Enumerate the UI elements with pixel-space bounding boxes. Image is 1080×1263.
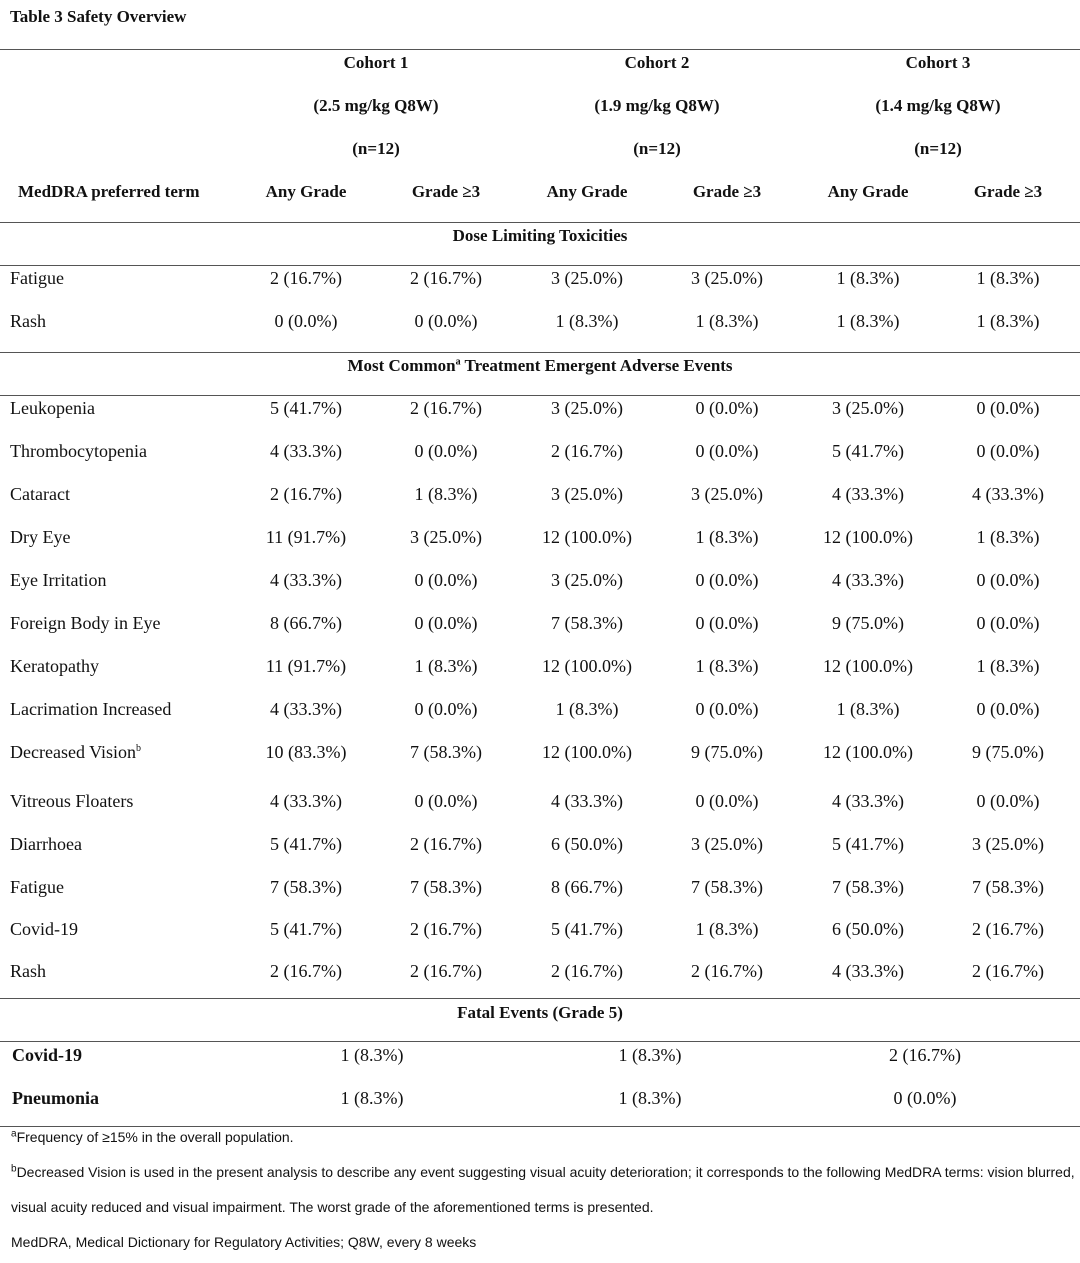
table-cell: 8 (66.7%) bbox=[270, 613, 342, 633]
table-cell: 4 (33.3%) bbox=[832, 570, 904, 590]
table-cell: 2 (16.7%) bbox=[410, 268, 482, 288]
row-term: Rash bbox=[10, 311, 46, 331]
table-cell: 0 (0.0%) bbox=[695, 613, 759, 633]
column-header-term: MedDRA preferred term bbox=[18, 182, 200, 201]
footnote-b-text: Decreased Vision is used in the present analysis to describe any event suggesting visual acuity deterioration; it corresponds to the following MedDRA terms: vision blurred, bbox=[16, 1164, 1075, 1180]
table-cell: 0 (0.0%) bbox=[695, 699, 759, 719]
section-title-teae bbox=[347, 356, 732, 376]
rule-after-teae-title bbox=[0, 395, 1080, 396]
table-cell: 3 (25.0%) bbox=[832, 398, 904, 418]
table-cell: 9 (75.0%) bbox=[691, 742, 763, 762]
table-cell: 5 (41.7%) bbox=[832, 834, 904, 854]
table-cell: 12 (100.0%) bbox=[823, 656, 913, 676]
section-title-teae-pre: Most Common bbox=[347, 356, 456, 375]
table-cell: 3 (25.0%) bbox=[691, 834, 763, 854]
table-cell: 12 (100.0%) bbox=[542, 742, 632, 762]
table-cell: 1 (8.3%) bbox=[976, 311, 1040, 331]
table-cell: 1 (8.3%) bbox=[414, 656, 478, 676]
rule-bottom bbox=[0, 1126, 1080, 1127]
table-cell: 1 (8.3%) bbox=[618, 1045, 682, 1065]
table-cell: 1 (8.3%) bbox=[976, 268, 1040, 288]
row-term: Fatigue bbox=[10, 877, 64, 897]
row-term: Covid-19 bbox=[10, 919, 79, 939]
table-cell: 4 (33.3%) bbox=[832, 791, 904, 811]
table-cell: 7 (58.3%) bbox=[972, 877, 1044, 897]
row-term: Fatigue bbox=[10, 268, 64, 288]
column-header-any-grade: Any Grade bbox=[827, 182, 909, 201]
table-cell: 4 (33.3%) bbox=[832, 484, 904, 504]
table-cell: 2 (16.7%) bbox=[410, 834, 482, 854]
column-header-grade3: Grade ≥3 bbox=[411, 182, 481, 201]
cohort-3-dose: (1.4 mg/kg Q8W) bbox=[875, 96, 1001, 115]
row-term: Cataract bbox=[10, 484, 70, 504]
cohort-3-n: (n=12) bbox=[914, 139, 962, 158]
footnote-b-line1 bbox=[11, 1164, 1075, 1180]
column-header-grade3: Grade ≥3 bbox=[692, 182, 762, 201]
table-cell: 0 (0.0%) bbox=[695, 791, 759, 811]
footnote-a bbox=[11, 1129, 294, 1145]
footnote-a-marker: a bbox=[11, 1128, 17, 1140]
cohort-1-name: Cohort 1 bbox=[343, 53, 409, 72]
table-cell: 8 (66.7%) bbox=[551, 877, 623, 897]
table-cell: 0 (0.0%) bbox=[274, 311, 338, 331]
table-cell: 1 (8.3%) bbox=[695, 656, 759, 676]
table-cell: 5 (41.7%) bbox=[832, 441, 904, 461]
table-cell: 7 (58.3%) bbox=[832, 877, 904, 897]
table-cell: 0 (0.0%) bbox=[695, 398, 759, 418]
row-term: Keratopathy bbox=[10, 656, 99, 676]
table-cell: 1 (8.3%) bbox=[618, 1088, 682, 1108]
table-cell: 11 (91.7%) bbox=[265, 656, 347, 676]
table-cell: 5 (41.7%) bbox=[270, 398, 342, 418]
section-title-dlt: Dose Limiting Toxicities bbox=[452, 226, 628, 245]
footnote-marker-a: a bbox=[455, 356, 461, 368]
table-cell: 4 (33.3%) bbox=[270, 699, 342, 719]
table-cell: 1 (8.3%) bbox=[414, 484, 478, 504]
table-cell: 12 (100.0%) bbox=[542, 527, 632, 547]
cohort-3-name: Cohort 3 bbox=[905, 53, 971, 72]
table-cell: 2 (16.7%) bbox=[270, 268, 342, 288]
table-cell: 0 (0.0%) bbox=[414, 791, 478, 811]
cohort-1-n: (n=12) bbox=[352, 139, 400, 158]
table-cell: 0 (0.0%) bbox=[976, 791, 1040, 811]
table-cell: 0 (0.0%) bbox=[976, 613, 1040, 633]
table-cell: 2 (16.7%) bbox=[410, 919, 482, 939]
table-title: Table 3 Safety Overview bbox=[10, 7, 187, 26]
row-term: Thrombocytopenia bbox=[10, 441, 147, 461]
footnote-b-marker: b bbox=[11, 1163, 17, 1175]
table-cell: 3 (25.0%) bbox=[410, 527, 482, 547]
table-cell: 12 (100.0%) bbox=[542, 656, 632, 676]
table-cell: 1 (8.3%) bbox=[695, 919, 759, 939]
table-cell: 7 (58.3%) bbox=[691, 877, 763, 897]
table-cell: 0 (0.0%) bbox=[414, 570, 478, 590]
table-cell: 2 (16.7%) bbox=[889, 1045, 961, 1065]
footnote-b-line2: visual acuity reduced and visual impairment. The worst grade of the aforementioned terms is presented. bbox=[11, 1199, 654, 1215]
row-term: Decreased Vision$^b$ bbox=[10, 742, 142, 762]
cohort-2-dose: (1.9 mg/kg Q8W) bbox=[594, 96, 720, 115]
row-term: Diarrhoea bbox=[10, 834, 82, 854]
rule-after-header bbox=[0, 222, 1080, 223]
table-cell: 7 (58.3%) bbox=[410, 742, 482, 762]
table-cell: 1 (8.3%) bbox=[340, 1045, 404, 1065]
cohort-1-dose: (2.5 mg/kg Q8W) bbox=[313, 96, 439, 115]
table-cell: 2 (16.7%) bbox=[691, 961, 763, 981]
table-cell: 5 (41.7%) bbox=[551, 919, 623, 939]
section-title-teae-post: Treatment Emergent Adverse Events bbox=[460, 356, 733, 375]
table-cell: 0 (0.0%) bbox=[976, 398, 1040, 418]
footnote-marker-b: b bbox=[136, 743, 142, 754]
row-term: Vitreous Floaters bbox=[10, 791, 134, 811]
table-cell: 3 (25.0%) bbox=[691, 484, 763, 504]
table-cell: 3 (25.0%) bbox=[551, 398, 623, 418]
rule-after-dlt-title bbox=[0, 265, 1080, 266]
table-cell: 3 (25.0%) bbox=[551, 268, 623, 288]
table-cell: 2 (16.7%) bbox=[270, 484, 342, 504]
cohort-2-name: Cohort 2 bbox=[624, 53, 690, 72]
table-cell: 0 (0.0%) bbox=[414, 699, 478, 719]
table-cell: 0 (0.0%) bbox=[976, 699, 1040, 719]
table-cell: 0 (0.0%) bbox=[893, 1088, 957, 1108]
table-cell: 6 (50.0%) bbox=[551, 834, 623, 854]
table-cell: 0 (0.0%) bbox=[976, 570, 1040, 590]
rule-before-fatal bbox=[0, 998, 1080, 999]
table-cell: 3 (25.0%) bbox=[551, 570, 623, 590]
table-cell: 3 (25.0%) bbox=[551, 484, 623, 504]
table-cell: 3 (25.0%) bbox=[972, 834, 1044, 854]
table-cell: 12 (100.0%) bbox=[823, 527, 913, 547]
table-cell: 0 (0.0%) bbox=[414, 311, 478, 331]
table-cell: 9 (75.0%) bbox=[832, 613, 904, 633]
table-cell: 1 (8.3%) bbox=[695, 527, 759, 547]
table-cell: 1 (8.3%) bbox=[555, 311, 619, 331]
table-cell: 7 (58.3%) bbox=[410, 877, 482, 897]
footnote-abbreviations: MedDRA, Medical Dictionary for Regulatory Activities; Q8W, every 8 weeks bbox=[11, 1234, 477, 1250]
table-cell: 2 (16.7%) bbox=[410, 398, 482, 418]
table-cell: 1 (8.3%) bbox=[976, 656, 1040, 676]
table-cell: 4 (33.3%) bbox=[551, 791, 623, 811]
table-cell: 2 (16.7%) bbox=[410, 961, 482, 981]
table-cell: 6 (50.0%) bbox=[832, 919, 904, 939]
table-cell: 5 (41.7%) bbox=[270, 919, 342, 939]
row-term: Pneumonia bbox=[12, 1088, 100, 1108]
table-cell: 0 (0.0%) bbox=[695, 570, 759, 590]
table-cell: 2 (16.7%) bbox=[270, 961, 342, 981]
table-cell: 4 (33.3%) bbox=[270, 791, 342, 811]
table-cell: 3 (25.0%) bbox=[691, 268, 763, 288]
table-cell: 4 (33.3%) bbox=[270, 441, 342, 461]
row-term: Foreign Body in Eye bbox=[10, 613, 161, 633]
table-cell: 1 (8.3%) bbox=[836, 699, 900, 719]
table-cell: 4 (33.3%) bbox=[270, 570, 342, 590]
row-term: Covid-19 bbox=[12, 1045, 83, 1065]
row-term: Dry Eye bbox=[10, 527, 71, 547]
table-cell: 5 (41.7%) bbox=[270, 834, 342, 854]
column-header-any-grade: Any Grade bbox=[546, 182, 628, 201]
row-term: Leukopenia bbox=[10, 398, 95, 418]
table-cell: 9 (75.0%) bbox=[972, 742, 1044, 762]
table-cell: 2 (16.7%) bbox=[551, 961, 623, 981]
table-cell: 7 (58.3%) bbox=[551, 613, 623, 633]
table-cell: 4 (33.3%) bbox=[832, 961, 904, 981]
table-cell: 11 (91.7%) bbox=[265, 527, 347, 547]
row-term: Lacrimation Increased bbox=[10, 699, 172, 719]
table-cell: 7 (58.3%) bbox=[270, 877, 342, 897]
table-cell: 4 (33.3%) bbox=[972, 484, 1044, 504]
table-cell: 0 (0.0%) bbox=[414, 441, 478, 461]
table-cell: 0 (0.0%) bbox=[976, 441, 1040, 461]
table-cell: 1 (8.3%) bbox=[836, 311, 900, 331]
table-cell: 12 (100.0%) bbox=[823, 742, 913, 762]
rule-after-fatal-title bbox=[0, 1041, 1080, 1042]
row-term: Rash bbox=[10, 961, 46, 981]
table-cell: 0 (0.0%) bbox=[414, 613, 478, 633]
column-header-grade3: Grade ≥3 bbox=[973, 182, 1043, 201]
table-cell: 0 (0.0%) bbox=[695, 441, 759, 461]
table-cell: 1 (8.3%) bbox=[836, 268, 900, 288]
rule-before-teae bbox=[0, 352, 1080, 353]
table-cell: 1 (8.3%) bbox=[695, 311, 759, 331]
section-title-fatal: Fatal Events (Grade 5) bbox=[457, 1003, 623, 1022]
table-cell: 1 (8.3%) bbox=[340, 1088, 404, 1108]
table-cell: 2 (16.7%) bbox=[972, 961, 1044, 981]
table-cell: 2 (16.7%) bbox=[551, 441, 623, 461]
table-cell: 10 (83.3%) bbox=[265, 742, 347, 762]
footnote-a-text: Frequency of ≥15% in the overall population. bbox=[16, 1129, 294, 1145]
cohort-2-n: (n=12) bbox=[633, 139, 681, 158]
rule-top bbox=[0, 49, 1080, 50]
row-term: Eye Irritation bbox=[10, 570, 107, 590]
table-cell: 2 (16.7%) bbox=[972, 919, 1044, 939]
table-cell: 1 (8.3%) bbox=[555, 699, 619, 719]
table-cell: 1 (8.3%) bbox=[976, 527, 1040, 547]
column-header-any-grade: Any Grade bbox=[265, 182, 347, 201]
